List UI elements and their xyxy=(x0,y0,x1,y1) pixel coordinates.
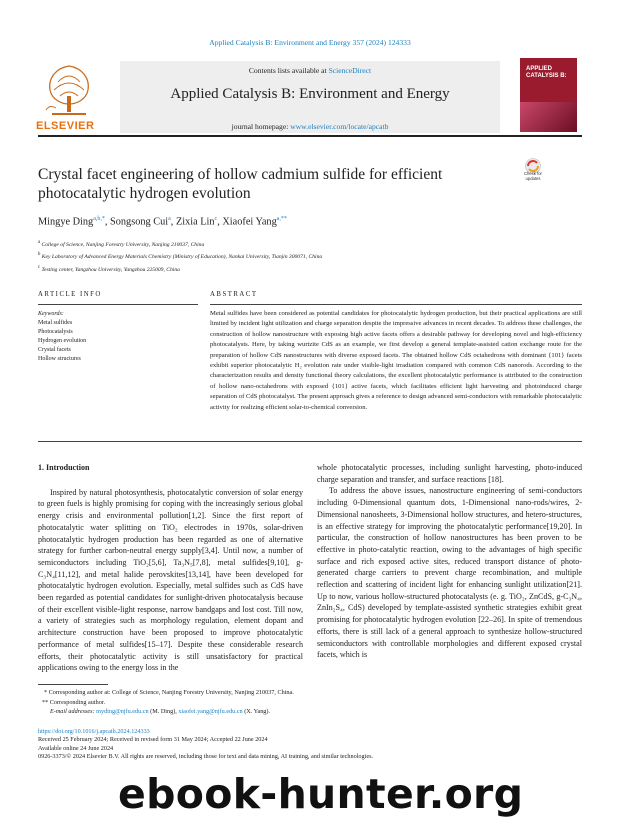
abstract-rule xyxy=(38,441,582,442)
corresponding-note: ** Corresponding author. xyxy=(42,698,106,706)
keyword: Hydrogen evolution xyxy=(38,338,87,345)
email-link[interactable]: myding@njfu.edu.cn xyxy=(96,708,149,716)
homepage-link[interactable]: www.elsevier.com/locate/apcatb xyxy=(290,122,389,131)
author-name[interactable]: Songsong Cui xyxy=(110,216,169,228)
affiliation: $^b$ Key Laboratory of Advanced Energy Materials Chemistry (Ministry of Education), Nankai University, Tianjin 300071, China xyxy=(38,252,323,261)
keyword: Crystal facets xyxy=(38,347,71,354)
journal-title: Applied Catalysis B: Environment and Energy xyxy=(170,86,450,102)
elsevier-wordmark: ELSEVIER xyxy=(36,120,95,132)
body-paragraph: whole photocatalytic processes, including sunlight harvesting, photo-induced charge separation and transfer, and surface reactions [18]. xyxy=(317,463,582,484)
body-column-left xyxy=(38,462,303,674)
article-meta xyxy=(38,728,582,762)
keyword: Photocatalysis xyxy=(38,329,73,336)
homepage-line: journal homepage: www.elsevier.com/locate/apcatb xyxy=(231,122,389,131)
journal-cover-image[interactable] xyxy=(520,58,577,132)
header-rule xyxy=(38,135,582,137)
affiliation: $^a$ College of Science, Nanjing Forestry University, Nanjing 210037, China xyxy=(38,240,205,248)
keyword: Hollow structures xyxy=(38,356,81,363)
footnotes xyxy=(38,688,582,717)
keyword: Metal sulfides xyxy=(38,320,73,326)
watermark: ebook-hunter.org xyxy=(118,770,524,818)
body-paragraph: To address the above issues, nanostructure engineering of semi-conductors including 0-Dimensional quantum dots, 1-Dimensional nano-rods/wires, 2-Dimensional nanosheets, 3-Dimensional hollow structures, and hetero-structures, is an effective strategy for improving the photocatalytic performance[19,20]. In particular, the construction of hollow nanostructures has been proven to be effective in photo-catalytic reaction, owing to the advantages of high specific surface and rich exposed active sites, reduced transport distance of photo-generated charge carriers to prevent charge recombination, and multiple reflection and scattering of incident light for enhancing sunlight utilization[21]. Up to now, various hollow-structured photocatalysts (e. g. TiO₂, ZnCdS, g-C₃N₄, ZnIn₂S₄, CdS) developed by template-assisted synthetic strategies exhibit great promising for photocatalytic hydrogen evolution [22–26]. In spite of tremendous efforts, there is still lack of a general approach to synthesize hollow-structured semiconductors with controllable morphologies and different exposed crystal facets, which is xyxy=(317,486,582,660)
copyright: 0926-3373/© 2024 Elsevier B.V. All rights are reserved, including those for text and data mining, AI training, and similar technologies. xyxy=(38,753,374,761)
keyword-list xyxy=(38,319,86,364)
email-link[interactable]: xiaofei.yang@njfu.edu.cn xyxy=(178,708,243,716)
cover-title: APPLIED CATALYSIS B: xyxy=(526,66,567,79)
author-list: Mingye Ding$^{a,b,*}$, Songsong Cui$^a$, Zixia Lin$^c$, Xiaofei Yang$^{a,**}$ xyxy=(38,216,287,228)
corresponding-note: * Corresponding author at: College of Science, Nanjing Forestry University, Nanjing 210037, China. xyxy=(44,689,294,696)
email-line: E-mail addresses: myding@njfu.edu.cn (M. Ding), xiaofei.yang@njfu.edu.cn (X. Yang). xyxy=(50,708,270,716)
abstract-heading: ABSTRACT xyxy=(210,291,258,298)
doi-link[interactable]: https://doi.org/10.1016/j.apcatb.2024.124333 xyxy=(38,728,150,735)
abstract-text: Metal sulfides have been considered as potential candidates for photocatalytic hydrogen production, but their practical applications are still limited by incident light utilization and charge separation despite the impressive advances in recent decades. To address these challenges, the construction of hollow nanostructure with exposing high active facets offers a desirable pathway for developing novel and high-efficiency photocatalysts. Here, by taking wurtzite CdS as an example, we first develop a general template-assisted cation exchange route for the preparation of hollow CdS nanostructures with diverse exposed facets. The obtained hollow CdS octahedrons with dominant {101} facets exhibit superior photocatalytic H₂ evolution rate under visible-light irradiation compared with common CdS nanorods. According to the characterization results and density functional theory calculations, the excellent photocatalytic performance is attributed to the construction of hollow nano-octahedrons with exposed {101} active facets, which facilitates efficient light harvesting and photoinduced charge separation of CdS photocatalyst. The present approach gives a reference to design advanced semi-conductors with remarkable photocatalytic activity for realizing efficient solar-to-chemical conversion. xyxy=(210,310,582,411)
journal-citation[interactable]: Applied Catalysis B: Environment and Energy 357 (2024) 124333 xyxy=(209,38,411,47)
body-column-right xyxy=(317,462,582,661)
body-paragraph: Inspired by natural photosynthesis, photocatalytic conversion of solar energy to green fuels is highly promising for coping with the increasingly serious global energy crisis and environmental pollution[1,2]. Since the first report of photocatalytic water splitting on TiO₂ electrodes in 1970s, solar-driven photocatalytic hydrogen production has been regarded as one of alternative strategy for further carbon-neutral energy supply[3,4]. Until now, a number of semiconductors including TiO₂[5,6], Ta₃N₅[7,8], metal sulfides[9,10], g-C₃N₄[11,12], and metal halide perovskites[13,14], have been developed for photocatalytic hydrogen evolution. Especially, metal sulfides such as CdS have been regarded as potential candidates for sunlight-driven photocatalysis because of their excellent visible-light response, narrow bandgaps and lost cost. Till now, a variety of strategies such as morphology regulation, element dopant and architecture construction have been proposed to improve photocatalytic performance of metal sulfides[15–17]. Despite these considerable research efforts, their photocatalytic activity is still unsatisfactory for practical applications owing to the energy loss in the xyxy=(38,487,303,673)
keywords-label: Keywords: xyxy=(38,311,64,317)
elsevier-tree-logo[interactable] xyxy=(38,60,100,118)
affiliation: $^c$ Testing center, Yangzhou University, Yangzhou 225009, China xyxy=(38,264,180,273)
author-name[interactable]: Zixia Lin xyxy=(175,216,215,228)
article-info-heading: ARTICLE INFO xyxy=(38,291,102,298)
author-name[interactable]: Mingye Ding xyxy=(38,216,94,228)
author-name[interactable]: Xiaofei Yang xyxy=(222,216,277,228)
article-title: Crystal facet engineering of hollow cadmium sulfide for efficient photocatalytic hydrogen evolution xyxy=(38,166,443,202)
sciencedirect-link[interactable]: ScienceDirect xyxy=(328,66,372,75)
footnote-rule xyxy=(38,684,108,685)
affiliations xyxy=(38,238,322,275)
history-dates: Received 25 February 2024; Received in revised form 31 May 2024; Accepted 22 June 2024 xyxy=(38,736,268,744)
available-online: Available online 24 June 2024 xyxy=(38,744,114,752)
section-heading: 1. Introduction xyxy=(38,463,90,472)
contents-line: Contents lists available at ScienceDirect xyxy=(248,66,372,75)
check-for-updates-label: Check for updates xyxy=(524,171,542,181)
